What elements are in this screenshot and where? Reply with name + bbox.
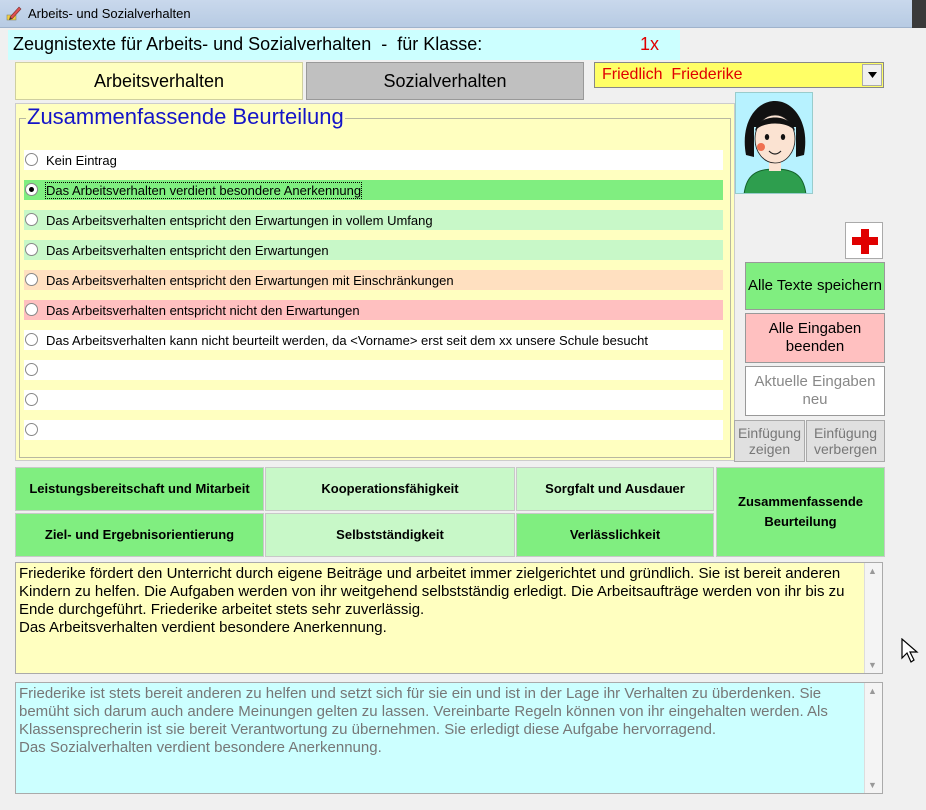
category-sorgfalt[interactable]: Sorgfalt und Ausdauer: [516, 467, 714, 511]
radio-button[interactable]: [25, 183, 38, 196]
sozialverhalten-text[interactable]: Friederike ist stets bereit anderen zu helfen und setzt sich für sie ein und ist in der Lage ihr Verhalten zu überdenken. Sie bemüht sich darum auch andere Meinungen gelten zu lassen. Vereinbarte Regeln können von ihr eingehalten werden. Als Klassensprecherin ist sie bereit Verantwortung zu übernehmen. Sie erledigt diese Aufgabe hervorragend. Das Sozialverhalten verdient besondere Anerkennung.: [19, 685, 828, 756]
girl-avatar-icon: [736, 93, 813, 194]
window-corner: [912, 0, 926, 28]
rating-option[interactable]: [24, 210, 723, 230]
rating-option-label[interactable]: Das Arbeitsverhalten kann nicht beurteilt werden, da <Vorname> erst seit dem xx unsere Schule besucht: [46, 333, 648, 348]
category-zielorientierung[interactable]: Ziel- und Ergebnisorientierung: [15, 513, 264, 557]
scrollbar[interactable]: [864, 563, 882, 673]
help-button[interactable]: [845, 222, 883, 259]
radio-button[interactable]: [25, 243, 38, 256]
rating-option[interactable]: [24, 420, 723, 440]
dropdown-arrow-button[interactable]: [862, 64, 882, 86]
radio-button[interactable]: [25, 153, 38, 166]
window-title: Arbeits- und Sozialverhalten: [28, 6, 191, 21]
rating-option[interactable]: [24, 360, 723, 380]
scroll-up-icon[interactable]: ▲: [868, 686, 877, 696]
end-all-button[interactable]: Alle Eingaben beenden: [745, 313, 885, 363]
chevron-down-icon: [868, 72, 877, 78]
rating-option-label[interactable]: Kein Eintrag: [46, 153, 117, 168]
class-label: 1x: [640, 34, 660, 54]
rating-option-label[interactable]: Das Arbeitsverhalten entspricht den Erwartungen in vollem Umfang: [46, 213, 433, 228]
category-selbststaendigkeit[interactable]: Selbstständigkeit: [265, 513, 515, 557]
rating-option-label[interactable]: Das Arbeitsverhalten entspricht nicht den Erwartungen: [46, 303, 360, 318]
category-verlaesslichkeit[interactable]: Verlässlichkeit: [516, 513, 714, 557]
rating-option[interactable]: [24, 330, 723, 350]
rating-option[interactable]: [24, 240, 723, 260]
mouse-cursor-icon: [901, 638, 919, 664]
radio-button[interactable]: [25, 423, 38, 436]
current-new-button[interactable]: Aktuelle Eingaben neu: [745, 366, 885, 416]
student-select[interactable]: [594, 62, 884, 88]
pencil-icon: [6, 5, 22, 21]
hide-insert-button[interactable]: Einfügung verbergen: [806, 420, 885, 462]
tab-sozialverhalten[interactable]: Sozialverhalten: [306, 62, 584, 100]
rating-option[interactable]: [24, 150, 723, 170]
radio-button[interactable]: [25, 303, 38, 316]
rating-option-label[interactable]: Das Arbeitsverhalten verdient besondere Anerkennung: [46, 183, 362, 198]
rating-option[interactable]: [24, 390, 723, 410]
window-titlebar: [0, 0, 926, 28]
scroll-down-icon[interactable]: ▼: [868, 780, 877, 790]
radio-button[interactable]: [25, 393, 38, 406]
rating-option[interactable]: [24, 270, 723, 290]
tab-arbeitsverhalten[interactable]: Arbeitsverhalten: [15, 62, 303, 100]
header-bar: [8, 30, 680, 60]
save-all-button[interactable]: Alle Texte speichern: [745, 262, 885, 310]
section-title: Zusammenfassende Beurteilung: [27, 104, 344, 129]
student-select-value: Friedlich Friederike: [602, 66, 743, 83]
radio-button[interactable]: [25, 213, 38, 226]
show-insert-button[interactable]: Einfügung zeigen: [734, 420, 805, 462]
rating-option-label[interactable]: Das Arbeitsverhalten entspricht den Erwartungen mit Einschränkungen: [46, 273, 454, 288]
page-title: Zeugnistexte für Arbeits- und Sozialverhalten - für Klasse:: [13, 34, 483, 54]
scrollbar[interactable]: [864, 683, 882, 793]
red-cross-icon-bar: [852, 237, 878, 245]
student-avatar: [735, 92, 813, 194]
radio-button[interactable]: [25, 363, 38, 376]
category-zusammenfassend[interactable]: Zusammenfassende Beurteilung: [716, 467, 885, 557]
radio-button[interactable]: [25, 273, 38, 286]
rating-option-label[interactable]: Das Arbeitsverhalten entspricht den Erwartungen: [46, 243, 329, 258]
arbeitsverhalten-textarea[interactable]: [15, 562, 883, 674]
scroll-up-icon[interactable]: ▲: [868, 566, 877, 576]
arbeitsverhalten-text[interactable]: Friederike fördert den Unterricht durch eigene Beiträge und arbeitet immer zielgerichtet und gründlich. Sie ist bereit anderen Kindern zu helfen. Die Aufgaben werden von ihr weitgehend selbstständig erledigt. Die Arbeitsaufträge werden von ihr bis zu Ende durchgeführt. Friederike arbeitet stets sehr zuverlässig. Das Arbeitsverhalten verdient besondere Anerkennung.: [19, 565, 845, 636]
category-leistungsbereitschaft[interactable]: Leistungsbereitschaft und Mitarbeit: [15, 467, 264, 511]
sozialverhalten-textarea[interactable]: [15, 682, 883, 794]
radio-button[interactable]: [25, 333, 38, 346]
scroll-down-icon[interactable]: ▼: [868, 660, 877, 670]
rating-option[interactable]: [24, 300, 723, 320]
rating-option[interactable]: [24, 180, 723, 200]
category-kooperation[interactable]: Kooperationsfähigkeit: [265, 467, 515, 511]
